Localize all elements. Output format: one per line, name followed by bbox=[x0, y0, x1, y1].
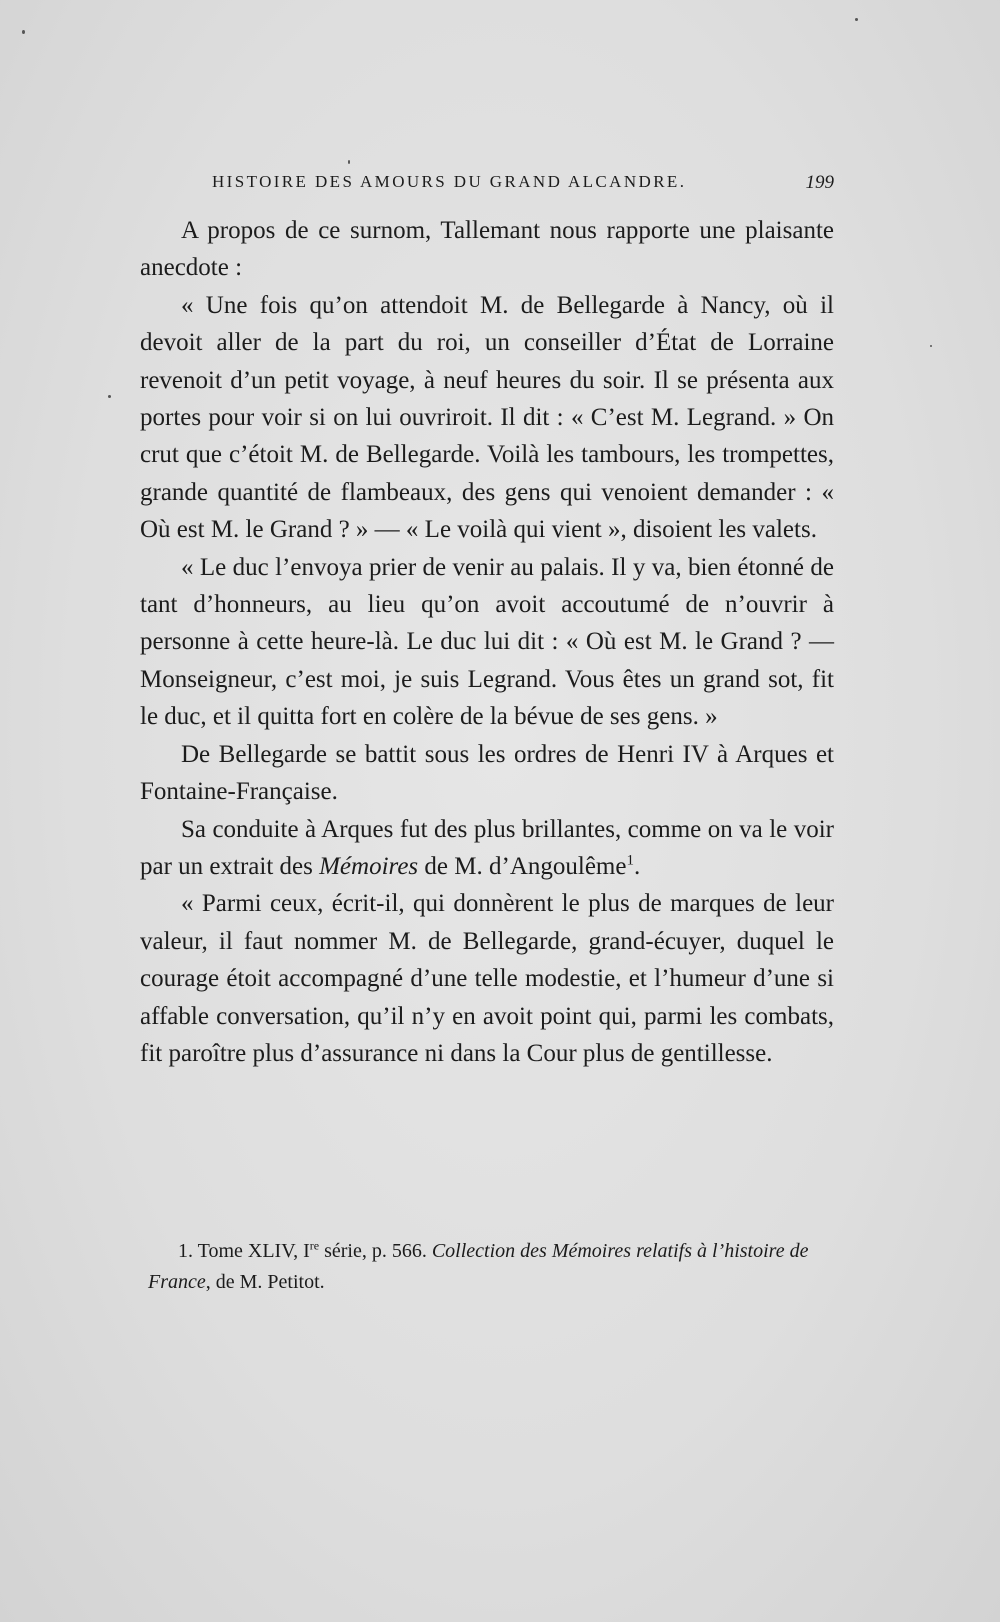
running-title: HISTOIRE DES AMOURS DU GRAND ALCANDRE. bbox=[212, 172, 687, 191]
footnote bbox=[148, 1236, 838, 1298]
paragraph-text: Sa conduite à Arques fut des plus brillantes, comme on va le voir par un extrait des bbox=[140, 815, 834, 880]
page-header bbox=[212, 172, 834, 202]
footnote-text: Tome XLIV, I bbox=[193, 1240, 310, 1262]
footnote-text: , de M. Petitot. bbox=[205, 1271, 325, 1293]
work-title: Mémoires bbox=[319, 852, 419, 880]
ink-speck bbox=[855, 18, 858, 21]
collection-title: Collection des Mémoires relatifs à l’histoire de France bbox=[148, 1240, 809, 1293]
paragraph: A propos de ce surnom, Tallemant nous rapporte une plaisante anecdote : bbox=[140, 217, 834, 282]
ink-speck bbox=[930, 345, 932, 347]
body-text bbox=[140, 212, 834, 1072]
paragraph bbox=[140, 811, 834, 886]
paragraph-text: . bbox=[633, 852, 641, 880]
paragraph: « Le duc l’envoya prier de venir au palais. Il y va, bien étonné de tant d’honneurs, au lieu qu’on avoit accoutumé de n’ouvrir à personne à cette heure-là. Le duc lui dit : « Où est M. le Grand ? — Monseigneur, c’est moi, je suis Legrand. Vous êtes un grand sot, fit le duc, et il quitta fort en colère de la bévue de ses gens. » bbox=[140, 553, 834, 731]
page-number: 199 bbox=[805, 172, 834, 193]
paragraph: De Bellegarde se battit sous les ordres de Henri IV à Arques et Fontaine-Française. bbox=[140, 740, 834, 806]
footnote-marker: 1 bbox=[626, 852, 634, 869]
paragraph-text: de M. d’Angoulême bbox=[418, 852, 627, 880]
footnote-text: série, p. 566. bbox=[319, 1240, 432, 1262]
ink-speck bbox=[348, 160, 350, 164]
footnote-number: 1. bbox=[178, 1240, 193, 1262]
series-superscript: re bbox=[309, 1238, 320, 1253]
ink-speck bbox=[22, 30, 25, 34]
ink-speck bbox=[108, 395, 111, 398]
paragraph: « Parmi ceux, écrit-il, qui donnèrent le plus de marques de leur valeur, il faut nommer M. de Bellegarde, grand-écuyer, duquel le courage étoit accompagné d’une telle modestie, et l’humeur d’une si affable conversation, qu’il n’y en avoit point qui, parmi les combats, fit paroître plus d’assurance ni dans la Cour plus de gentillesse. bbox=[140, 890, 834, 1067]
paragraph: « Une fois qu’on attendoit M. de Bellegarde à Nancy, où il devoit aller de la part du roi, un conseiller d’État de Lorraine revenoit d’un petit voyage, à neuf heures du soir. Il se présenta aux portes pour voir si on lui ouvriroit. Il dit : « C’est M. Legrand. » On crut que c’étoit M. de Bellegarde. Voilà les tambours, les trompettes, grande quantité de flambeaux, des gens qui venoient demander : « Où est M. le Grand ? » — « Le voilà qui vient », disoient les valets. bbox=[140, 291, 834, 544]
